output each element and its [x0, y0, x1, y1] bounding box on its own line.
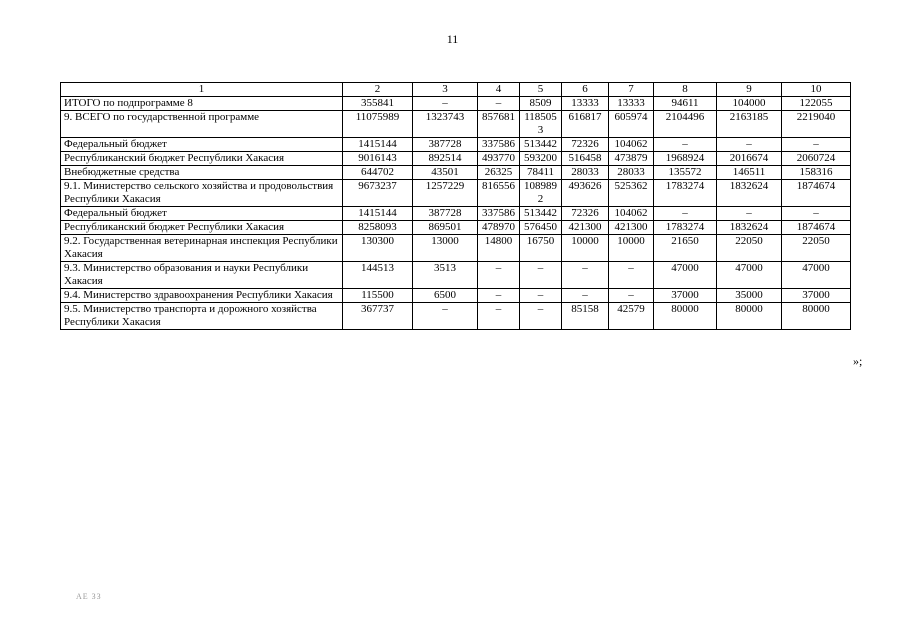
table-cell: – — [782, 207, 851, 221]
table-cell: 473879 — [609, 152, 654, 166]
table-cell: 80000 — [782, 303, 851, 330]
column-header: 9 — [717, 83, 782, 97]
table-cell: 47000 — [782, 262, 851, 289]
row-label: Республиканский бюджет Республики Хакасия — [61, 152, 343, 166]
table-row — [61, 207, 851, 221]
table-cell: 78411 — [520, 166, 562, 180]
row-label: Федеральный бюджет — [61, 207, 343, 221]
table-cell: 1874674 — [782, 180, 851, 207]
table-cell: 28033 — [609, 166, 654, 180]
table-cell: 367737 — [343, 303, 413, 330]
table-row — [61, 180, 851, 207]
column-header: 4 — [478, 83, 520, 97]
closing-quote-mark: »; — [853, 354, 863, 368]
table-cell: – — [478, 303, 520, 330]
table-cell: – — [520, 303, 562, 330]
column-header: 10 — [782, 83, 851, 97]
table-cell: – — [562, 262, 609, 289]
table-row — [61, 303, 851, 330]
table-cell: – — [609, 262, 654, 289]
table-cell: 104062 — [609, 207, 654, 221]
row-label: 9. ВСЕГО по государственной программе — [61, 111, 343, 138]
table-cell: 1832624 — [717, 180, 782, 207]
table-row — [61, 138, 851, 152]
table-cell: 1832624 — [717, 221, 782, 235]
table-cell: 37000 — [782, 289, 851, 303]
table-cell: – — [562, 289, 609, 303]
table-cell: – — [654, 207, 717, 221]
table-cell: 72326 — [562, 138, 609, 152]
table-cell: 2060724 — [782, 152, 851, 166]
column-header: 6 — [562, 83, 609, 97]
table-cell: 42579 — [609, 303, 654, 330]
table-cell: 1783274 — [654, 221, 717, 235]
table-cell: 525362 — [609, 180, 654, 207]
table-cell: 22050 — [782, 235, 851, 262]
table-cell: – — [478, 289, 520, 303]
table-cell: 26325 — [478, 166, 520, 180]
table-cell: 857681 — [478, 111, 520, 138]
table-cell: 43501 — [413, 166, 478, 180]
row-label: Республиканский бюджет Республики Хакасия — [61, 221, 343, 235]
column-header: 8 — [654, 83, 717, 97]
table-cell: 13333 — [562, 97, 609, 111]
table-cell: – — [478, 262, 520, 289]
table-cell: 1968924 — [654, 152, 717, 166]
table-cell: 337586 — [478, 138, 520, 152]
table-cell: 355841 — [343, 97, 413, 111]
table-cell: 80000 — [654, 303, 717, 330]
table-cell: 85158 — [562, 303, 609, 330]
table-cell: 1257229 — [413, 180, 478, 207]
table-row — [61, 289, 851, 303]
table-cell: 115500 — [343, 289, 413, 303]
table-cell: 10000 — [609, 235, 654, 262]
table-cell: 21650 — [654, 235, 717, 262]
table-row — [61, 152, 851, 166]
table-cell: – — [782, 138, 851, 152]
table-cell: 1874674 — [782, 221, 851, 235]
row-label: 9.2. Государственная ветеринарная инспекция Республики Хакасия — [61, 235, 343, 262]
table-cell: – — [609, 289, 654, 303]
row-label: 9.1. Министерство сельского хозяйства и продовольствия Республики Хакасия — [61, 180, 343, 207]
table-cell: 892514 — [413, 152, 478, 166]
table-row — [61, 221, 851, 235]
table-cell: 16750 — [520, 235, 562, 262]
table-cell: 1783274 — [654, 180, 717, 207]
table-cell: 158316 — [782, 166, 851, 180]
table-cell: – — [520, 289, 562, 303]
table-cell: 47000 — [717, 262, 782, 289]
table-cell: 387728 — [413, 138, 478, 152]
table-cell: 513442 — [520, 138, 562, 152]
table-cell: 8258093 — [343, 221, 413, 235]
table-cell: 816556 — [478, 180, 520, 207]
table-cell: 135572 — [654, 166, 717, 180]
column-header: 5 — [520, 83, 562, 97]
footer-mark: АЕ ЗЗ — [76, 592, 102, 601]
table-cell: 493626 — [562, 180, 609, 207]
table-cell: – — [413, 97, 478, 111]
table-cell: 144513 — [343, 262, 413, 289]
table-cell: – — [717, 138, 782, 152]
table-cell: 616817 — [562, 111, 609, 138]
table-cell: 28033 — [562, 166, 609, 180]
table-cell: 2163185 — [717, 111, 782, 138]
row-label: ИТОГО по подпрограмме 8 — [61, 97, 343, 111]
table-cell: 37000 — [654, 289, 717, 303]
row-label: 9.5. Министерство транспорта и дорожного хозяйства Республики Хакасия — [61, 303, 343, 330]
table-cell: 2016674 — [717, 152, 782, 166]
table-cell: 6500 — [413, 289, 478, 303]
column-header: 3 — [413, 83, 478, 97]
table-row — [61, 111, 851, 138]
table-cell: 35000 — [717, 289, 782, 303]
table-cell: 593200 — [520, 152, 562, 166]
table-cell: 72326 — [562, 207, 609, 221]
table-cell: 869501 — [413, 221, 478, 235]
table-cell: 605974 — [609, 111, 654, 138]
table-cell: 11075989 — [343, 111, 413, 138]
table-cell: 644702 — [343, 166, 413, 180]
table-cell: 9673237 — [343, 180, 413, 207]
table-cell: 493770 — [478, 152, 520, 166]
table-cell: 22050 — [717, 235, 782, 262]
table-cell: 104000 — [717, 97, 782, 111]
table-cell: – — [717, 207, 782, 221]
table-cell: 47000 — [654, 262, 717, 289]
budget-table — [60, 82, 851, 330]
table-cell: 478970 — [478, 221, 520, 235]
column-header: 1 — [61, 83, 343, 97]
column-header: 2 — [343, 83, 413, 97]
table-cell: 513442 — [520, 207, 562, 221]
table-cell: – — [478, 97, 520, 111]
row-label: 9.4. Министерство здравоохранения Республики Хакасия — [61, 289, 343, 303]
table-cell: 576450 — [520, 221, 562, 235]
table-cell: 2104496 — [654, 111, 717, 138]
table-cell: 516458 — [562, 152, 609, 166]
table-cell: 13000 — [413, 235, 478, 262]
table-cell: 104062 — [609, 138, 654, 152]
table-cell: – — [520, 262, 562, 289]
table-cell: 1323743 — [413, 111, 478, 138]
table-cell: 94611 — [654, 97, 717, 111]
table-cell: 421300 — [609, 221, 654, 235]
row-label: Федеральный бюджет — [61, 138, 343, 152]
table-cell: 8509 — [520, 97, 562, 111]
row-label: Внебюджетные средства — [61, 166, 343, 180]
table-cell: 1185053 — [520, 111, 562, 138]
row-label: 9.3. Министерство образования и науки Республики Хакасия — [61, 262, 343, 289]
table-cell: 1415144 — [343, 138, 413, 152]
table-cell: 130300 — [343, 235, 413, 262]
table-row — [61, 262, 851, 289]
table-cell: 80000 — [717, 303, 782, 330]
table-cell: 13333 — [609, 97, 654, 111]
table-cell: 122055 — [782, 97, 851, 111]
page-number: 11 — [446, 32, 459, 46]
table-row — [61, 166, 851, 180]
table-header-row — [61, 83, 851, 97]
table-cell: 3513 — [413, 262, 478, 289]
column-header: 7 — [609, 83, 654, 97]
table-row — [61, 97, 851, 111]
table-row — [61, 235, 851, 262]
table-cell: 14800 — [478, 235, 520, 262]
table-cell: – — [413, 303, 478, 330]
table-cell: 10000 — [562, 235, 609, 262]
table-cell: – — [654, 138, 717, 152]
table-cell: 1415144 — [343, 207, 413, 221]
table-cell: 146511 — [717, 166, 782, 180]
table-cell: 1089892 — [520, 180, 562, 207]
table-cell: 9016143 — [343, 152, 413, 166]
table-cell: 387728 — [413, 207, 478, 221]
table-cell: 2219040 — [782, 111, 851, 138]
table-cell: 337586 — [478, 207, 520, 221]
table-cell: 421300 — [562, 221, 609, 235]
